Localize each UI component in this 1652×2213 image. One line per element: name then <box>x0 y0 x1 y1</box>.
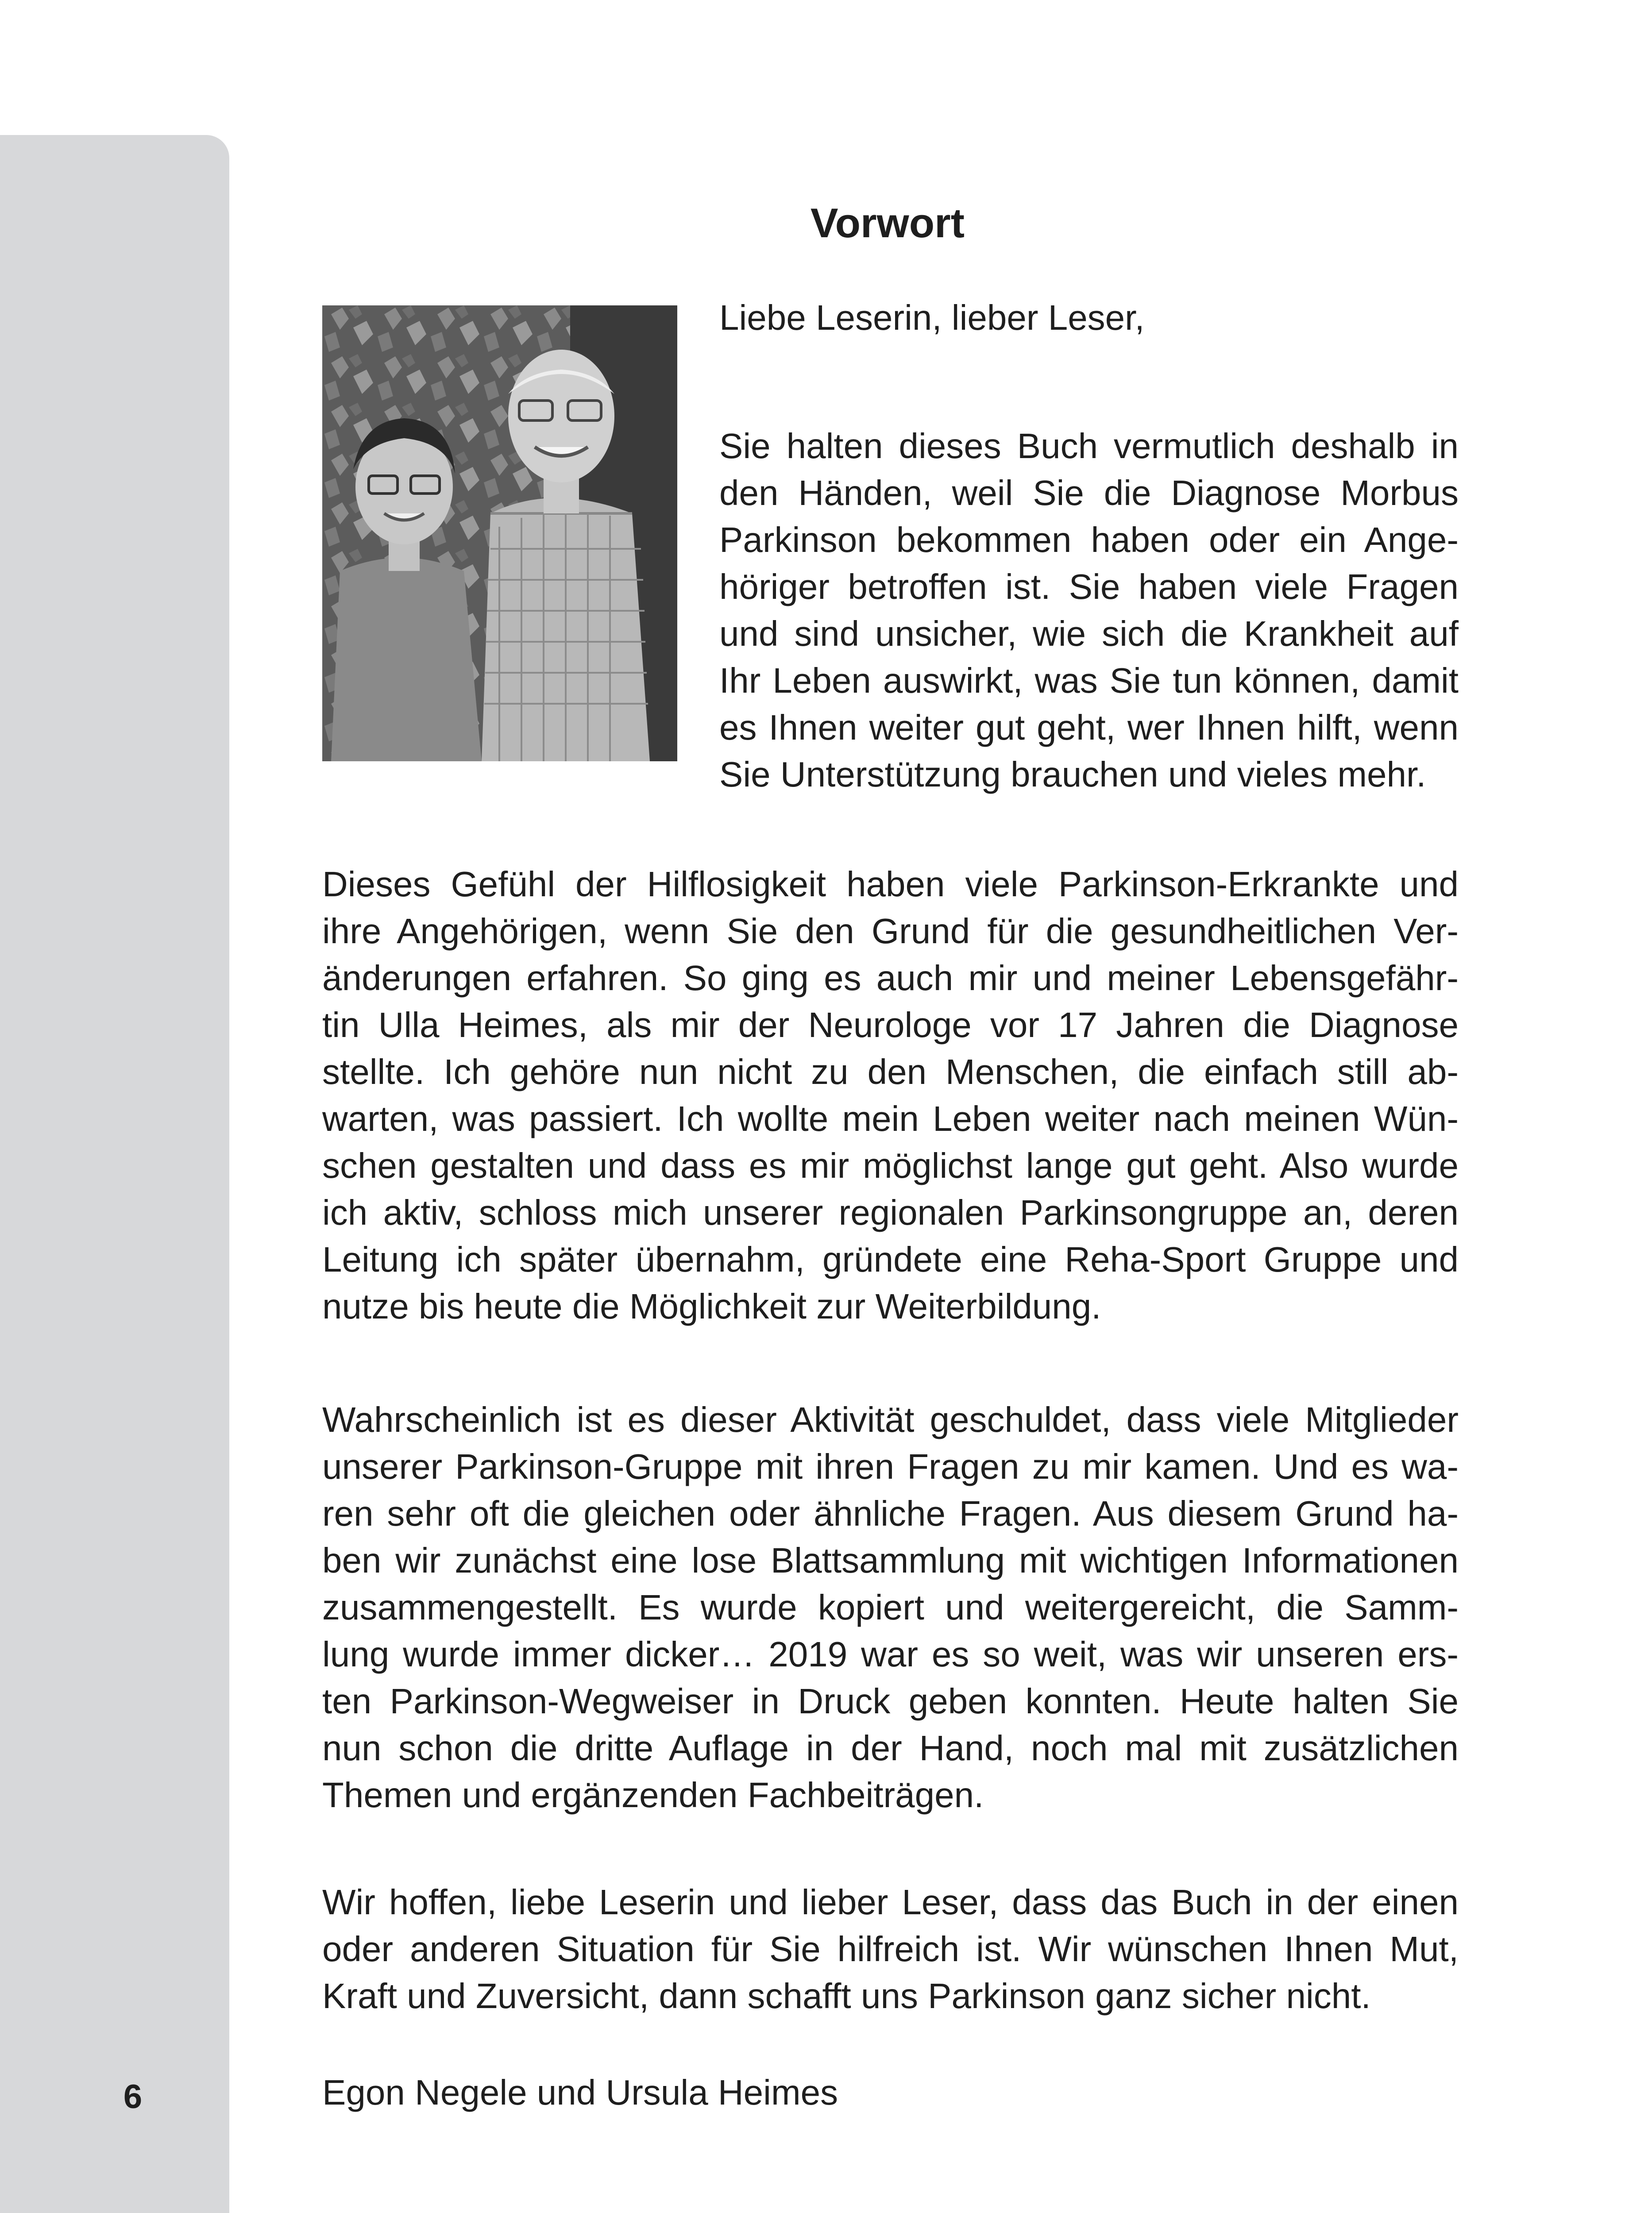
greeting: Liebe Leserin, lieber Leser, <box>719 298 1145 337</box>
paragraph-2-line: ich aktiv, schloss mich unserer regionalen Parkinsongruppe an, deren <box>322 1193 1459 1232</box>
paragraph-2-line: tin Ulla Heimes, als mir der Neurologe vor 17 Jahren die Diagnose <box>322 1005 1459 1045</box>
paragraph-3-line: nun schon die dritte Auflage in der Hand, noch mal mit zusätzlichen <box>322 1728 1459 1768</box>
paragraph-3-line: lung wurde immer dicker… 2019 war es so weit, was wir unseren ers- <box>322 1635 1459 1674</box>
paragraph-3-line: unserer Parkinson-Gruppe mit ihren Fragen zu mir kamen. Und es wa- <box>322 1447 1459 1486</box>
paragraph-1-line: den Händen, weil Sie die Diagnose Morbus <box>719 473 1459 513</box>
paragraph-2 <box>322 861 1459 1330</box>
author-photo-image <box>322 305 677 761</box>
paragraph-3-line: Wahrscheinlich ist es dieser Aktivität geschuldet, dass viele Mitglieder <box>322 1400 1459 1439</box>
paragraph-4-line: oder anderen Situation für Sie hilfreich ist. Wir wünschen Ihnen Mut, <box>322 1929 1459 1969</box>
paragraph-4-line: Wir hoffen, liebe Leserin und lieber Leser, dass das Buch in der einen <box>322 1882 1459 1922</box>
author-photo <box>322 305 677 761</box>
paragraph-2-line: schen gestalten und dass es mir möglichst lange gut geht. Also wurde <box>322 1146 1459 1185</box>
paragraph-3-line: zusammengestellt. Es wurde kopiert und weitergereicht, die Samm- <box>322 1588 1459 1627</box>
page-number: 6 <box>123 2078 143 2116</box>
paragraph-1-line: es Ihnen weiter gut geht, wer Ihnen hilft, wenn <box>719 708 1459 747</box>
paragraph-3-line: ten Parkinson-Wegweiser in Druck geben konnten. Heute halten Sie <box>322 1681 1459 1721</box>
paragraph-1-line: Sie halten dieses Buch vermutlich deshalb in <box>719 426 1459 466</box>
paragraph-2-line: nutze bis heute die Möglichkeit zur Weiterbildung. <box>322 1287 1101 1326</box>
paragraph-1-line: Sie Unterstützung brauchen und vieles mehr. <box>719 755 1426 794</box>
paragraph-4-line: Kraft und Zuversicht, dann schafft uns Parkinson ganz sicher nicht. <box>322 1976 1371 2016</box>
page-title: Vorwort <box>810 200 965 246</box>
paragraph-1 <box>719 423 1459 798</box>
side-tab <box>0 135 229 2213</box>
paragraph-2-line: ihre Angehörigen, wenn Sie den Grund für die gesundheitlichen Ver- <box>322 911 1459 951</box>
paragraph-3-line: Themen und ergänzenden Fachbeiträgen. <box>322 1775 984 1815</box>
paragraph-1-line: höriger betroffen ist. Sie haben viele Fragen <box>719 567 1459 606</box>
paragraph-1-line: Ihr Leben auswirkt, was Sie tun können, damit <box>719 661 1459 700</box>
signature: Egon Negele und Ursula Heimes <box>322 2073 838 2112</box>
paragraph-3-line: ben wir zunächst eine lose Blattsammlung mit wichtigen Informationen <box>322 1541 1459 1580</box>
paragraph-2-line: Leitung ich später übernahm, gründete eine Reha-Sport Gruppe und <box>322 1240 1459 1279</box>
paragraph-2-line: änderungen erfahren. So ging es auch mir und meiner Lebensgefähr- <box>322 958 1459 998</box>
paragraph-3-line: ren sehr oft die gleichen oder ähnliche Fragen. Aus diesem Grund ha- <box>322 1494 1459 1533</box>
paragraph-4 <box>322 1879 1459 2020</box>
paragraph-3 <box>322 1396 1459 1819</box>
paragraph-2-line: warten, was passiert. Ich wollte mein Leben weiter nach meinen Wün- <box>322 1099 1459 1138</box>
paragraph-1-line: und sind unsicher, wie sich die Krankheit auf <box>719 614 1459 653</box>
paragraph-1-line: Parkinson bekommen haben oder ein Ange- <box>719 520 1459 559</box>
paragraph-2-line: Dieses Gefühl der Hilflosigkeit haben viele Parkinson-Erkrankte und <box>322 864 1459 904</box>
paragraph-2-line: stellte. Ich gehöre nun nicht zu den Menschen, die einfach still ab- <box>322 1052 1459 1091</box>
